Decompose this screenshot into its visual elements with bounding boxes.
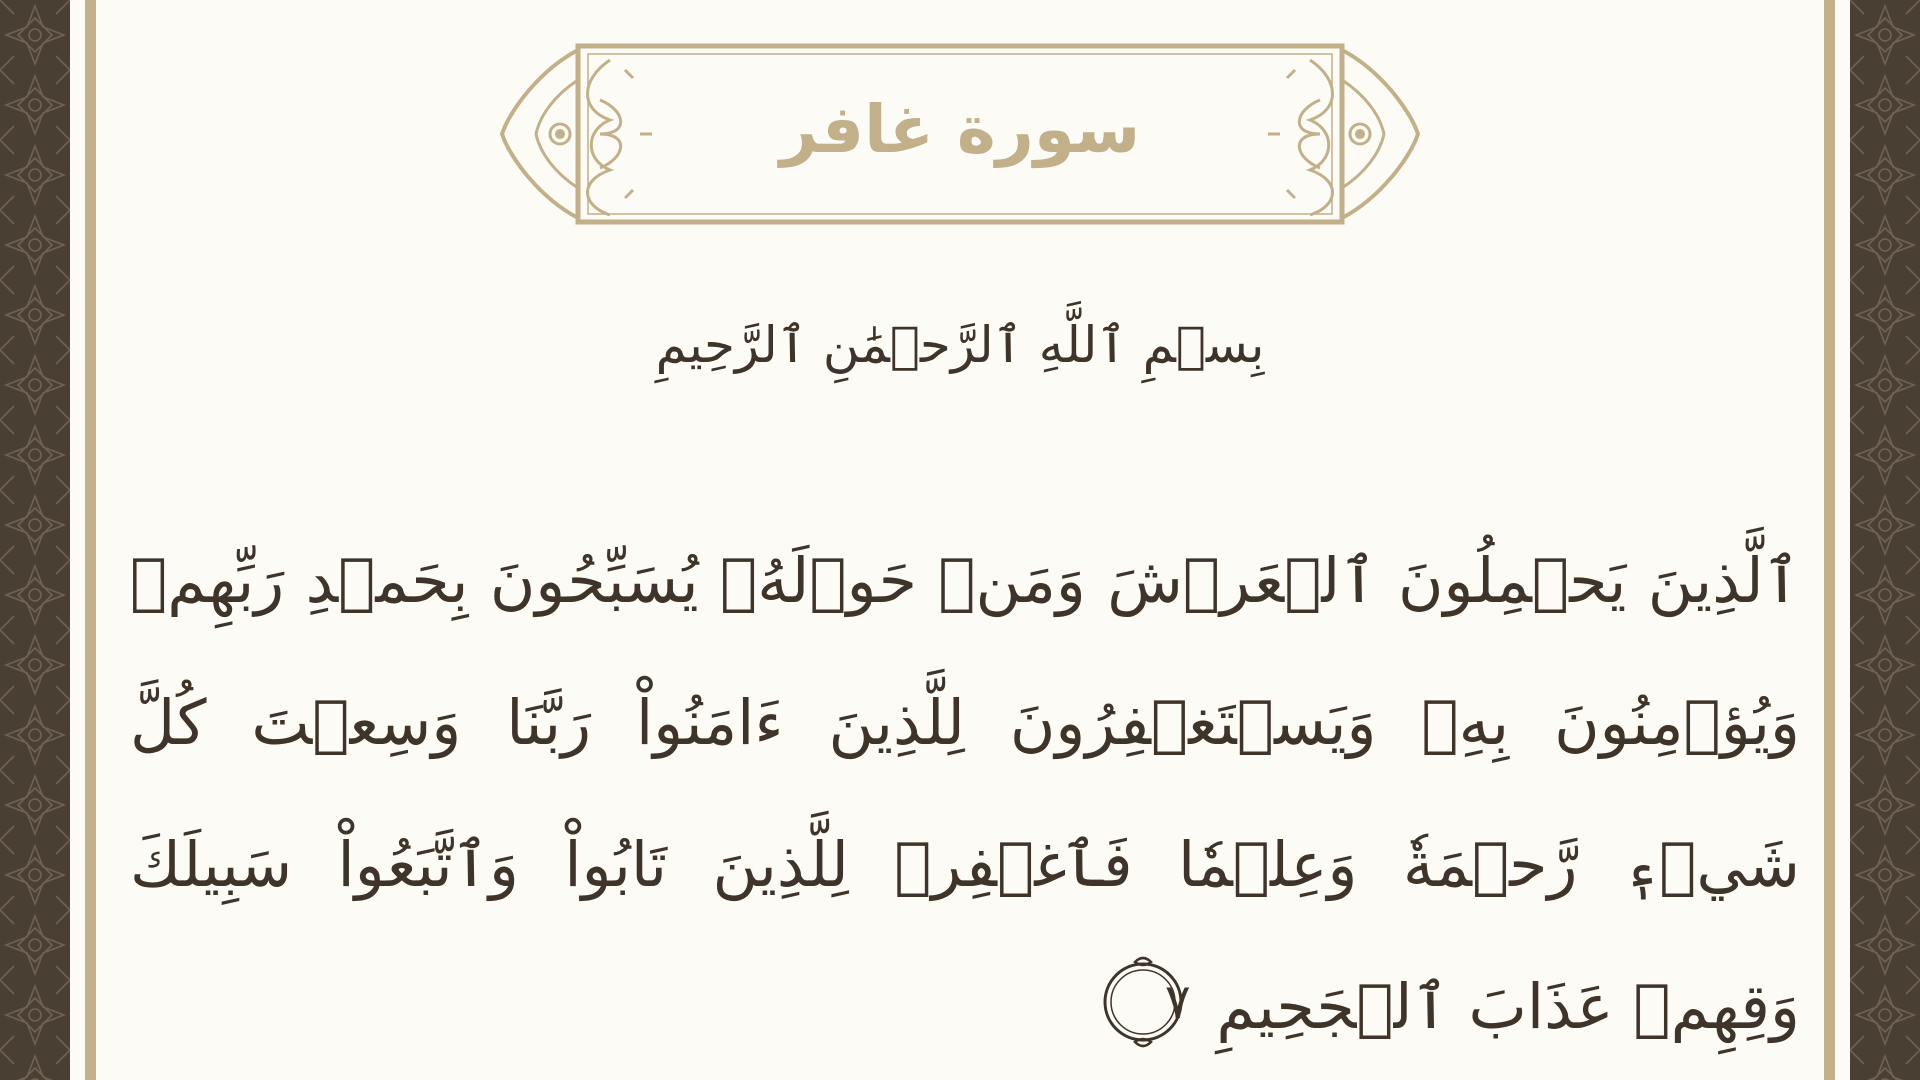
right-gold-rule [1824, 0, 1835, 1080]
surah-title: سورة غافر [779, 91, 1141, 168]
right-ornamental-border [1850, 0, 1920, 1080]
basmala: بِسۡمِ ٱللَّهِ ٱلرَّحۡمَٰنِ ٱلرَّحِيمِ [655, 316, 1265, 374]
islamic-pattern-icon [1850, 0, 1920, 1080]
ayah-number: ٧ [1164, 974, 1191, 1030]
left-ornamental-border [0, 0, 70, 1080]
verse-text: ٱلَّذِينَ يَحۡمِلُونَ ٱلۡعَرۡشَ وَمَنۡ حَوۡلَهُۥ يُسَبِّحُونَ بِحَمۡدِ رَبِّهِمۡ وَيُؤۡمِنُونَ بِهِۦ وَيَسۡتَغۡفِرُونَ لِلَّذِينَ ءَامَنُواْ رَبَّنَا وَسِعۡتَ كُلَّ شَيۡءٖ رَّحۡمَةٗ وَعِلۡمٗا فَٱغۡفِرۡ لِلَّذِينَ تَابُواْ وَٱتَّبَعُواْ سَبِيلَكَ وَقِهِمۡ عَذَابَ ٱلۡجَحِيمِ [130, 544, 1800, 1043]
surah-title-banner [500, 40, 1420, 230]
left-gold-rule [85, 0, 96, 1080]
verse-block [130, 510, 1800, 1078]
islamic-pattern-icon [0, 0, 70, 1080]
ayah-end-marker [1095, 954, 1191, 1050]
